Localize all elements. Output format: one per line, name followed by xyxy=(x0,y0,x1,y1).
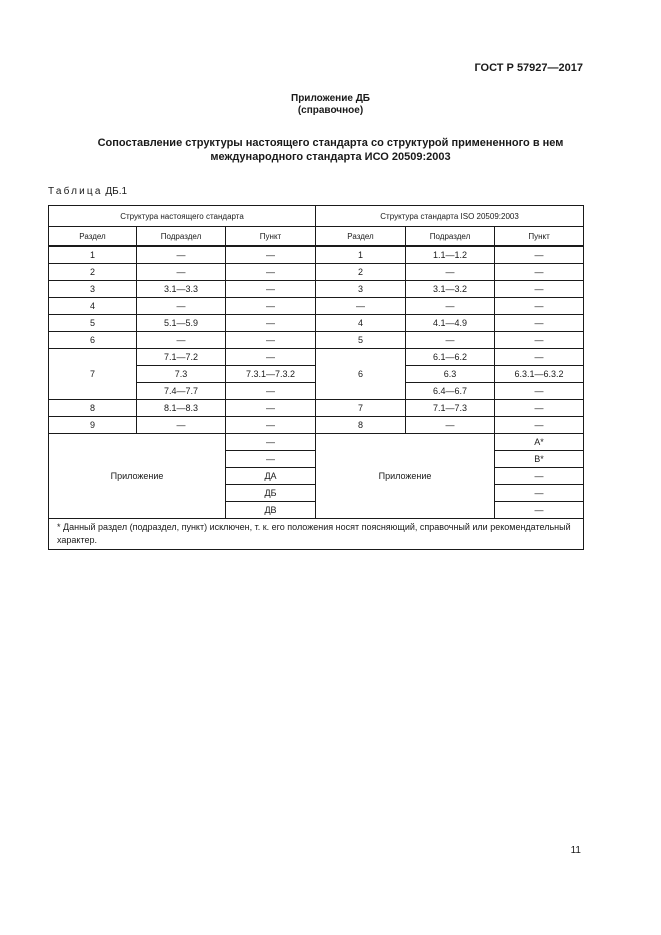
page-title xyxy=(60,136,601,164)
right-group-header: Структура стандарта ISO 20509:2003 xyxy=(316,206,584,227)
table-cell: ДА xyxy=(226,468,316,485)
table-column-header-row xyxy=(49,227,584,247)
table-cell: — xyxy=(226,315,316,332)
column-header: Раздел xyxy=(316,227,406,247)
table-cell: 6 xyxy=(49,332,137,349)
table-cell: — xyxy=(406,264,495,281)
comparison-table xyxy=(48,205,584,550)
table-cell: 6.3 xyxy=(406,366,495,383)
table-group-header-row xyxy=(49,206,584,227)
table-cell: 1 xyxy=(316,246,406,264)
table-cell: — xyxy=(226,332,316,349)
table-cell: 2 xyxy=(49,264,137,281)
table-cell: ДВ xyxy=(226,502,316,519)
table-cell: — xyxy=(495,332,584,349)
table-cell: — xyxy=(495,417,584,434)
table-caption xyxy=(48,186,127,197)
document-code: ГОСТ Р 57927—2017 xyxy=(474,62,583,74)
table-cell: 1.1—1.2 xyxy=(406,246,495,264)
table-footnote-row xyxy=(49,519,584,550)
table-cell: 8 xyxy=(316,417,406,434)
table-cell: — xyxy=(137,264,226,281)
left-group-header: Структура настоящего стандарта xyxy=(49,206,316,227)
table-row xyxy=(49,315,584,332)
column-header: Подраздел xyxy=(406,227,495,247)
table-cell: — xyxy=(137,417,226,434)
column-header: Пункт xyxy=(226,227,316,247)
table-row xyxy=(49,281,584,298)
table-cell: 1 xyxy=(49,246,137,264)
annex-heading xyxy=(0,93,661,117)
table-cell: — xyxy=(226,383,316,400)
table-cell: — xyxy=(226,281,316,298)
table-cell: 5 xyxy=(316,332,406,349)
table-cell: — xyxy=(406,298,495,315)
table-cell: — xyxy=(316,298,406,315)
table-cell: — xyxy=(495,400,584,417)
table-cell: B* xyxy=(495,451,584,468)
table-row xyxy=(49,434,584,451)
appendix-label-right: Приложение xyxy=(316,434,495,519)
table-cell: 5 xyxy=(49,315,137,332)
table-cell: — xyxy=(495,315,584,332)
table-cell: — xyxy=(226,434,316,451)
table-cell: 7 xyxy=(316,400,406,417)
table-cell: 3.1—3.2 xyxy=(406,281,495,298)
table-caption-number: ДБ.1 xyxy=(105,186,128,197)
table-cell: — xyxy=(495,349,584,366)
annex-subtitle: (справочное) xyxy=(297,105,364,116)
table-cell: 3 xyxy=(49,281,137,298)
table-cell: — xyxy=(406,417,495,434)
table-cell: 9 xyxy=(49,417,137,434)
table-row xyxy=(49,298,584,315)
column-header: Подраздел xyxy=(137,227,226,247)
table-cell: — xyxy=(137,298,226,315)
table-cell: ДБ xyxy=(226,485,316,502)
table-cell: — xyxy=(226,264,316,281)
table-cell: — xyxy=(495,281,584,298)
column-header: Раздел xyxy=(49,227,137,247)
table-row xyxy=(49,332,584,349)
table-row xyxy=(49,417,584,434)
table-cell: 7.3 xyxy=(137,366,226,383)
table-cell: 8 xyxy=(49,400,137,417)
table-cell: 6.4—6.7 xyxy=(406,383,495,400)
table-cell: 5.1—5.9 xyxy=(137,315,226,332)
table-cell: — xyxy=(226,298,316,315)
table-cell: — xyxy=(495,246,584,264)
table-cell: 7.1—7.2 xyxy=(137,349,226,366)
table-cell: — xyxy=(495,298,584,315)
column-header: Пункт xyxy=(495,227,584,247)
annex-title: Приложение ДБ xyxy=(291,93,370,104)
table-cell: — xyxy=(137,246,226,264)
table-cell: — xyxy=(495,468,584,485)
table-footnote: * Данный раздел (подраздел, пункт) исключен, т. к. его положения носят поясняющий, справочный или рекомендательный характер. xyxy=(49,519,584,550)
table-row xyxy=(49,246,584,264)
table-cell: 2 xyxy=(316,264,406,281)
table-cell: — xyxy=(226,417,316,434)
table-row xyxy=(49,400,584,417)
table-cell: — xyxy=(495,485,584,502)
table-cell: — xyxy=(406,332,495,349)
table-cell: 7.3.1—7.3.2 xyxy=(226,366,316,383)
table-caption-prefix: Таблица xyxy=(48,186,103,197)
table-cell: A* xyxy=(495,434,584,451)
table-cell: — xyxy=(495,502,584,519)
table-cell-section: 6 xyxy=(316,349,406,400)
table-cell-section: 7 xyxy=(49,349,137,400)
table-row xyxy=(49,349,584,366)
table-cell: 6.3.1—6.3.2 xyxy=(495,366,584,383)
table-cell: 4 xyxy=(316,315,406,332)
table-cell: 6.1—6.2 xyxy=(406,349,495,366)
table-cell: 8.1—8.3 xyxy=(137,400,226,417)
page-number: 11 xyxy=(570,845,581,856)
table-cell: 4 xyxy=(49,298,137,315)
table-cell: — xyxy=(137,332,226,349)
table-cell: 7.1—7.3 xyxy=(406,400,495,417)
table-cell: 7.4—7.7 xyxy=(137,383,226,400)
table-cell: — xyxy=(495,383,584,400)
table-cell: 3 xyxy=(316,281,406,298)
table-cell: 3.1—3.3 xyxy=(137,281,226,298)
page-title-line-1: Сопоставление структуры настоящего стандарта со структурой примененного в нем xyxy=(97,137,564,149)
table-cell: — xyxy=(495,264,584,281)
table-row xyxy=(49,264,584,281)
page-title-line-2: международного стандарта ИСО 20509:2003 xyxy=(210,151,451,163)
table-cell: — xyxy=(226,451,316,468)
table-cell: 4.1—4.9 xyxy=(406,315,495,332)
appendix-label-left: Приложение xyxy=(49,434,226,519)
table-cell: — xyxy=(226,400,316,417)
table-cell: — xyxy=(226,246,316,264)
table-cell: — xyxy=(226,349,316,366)
